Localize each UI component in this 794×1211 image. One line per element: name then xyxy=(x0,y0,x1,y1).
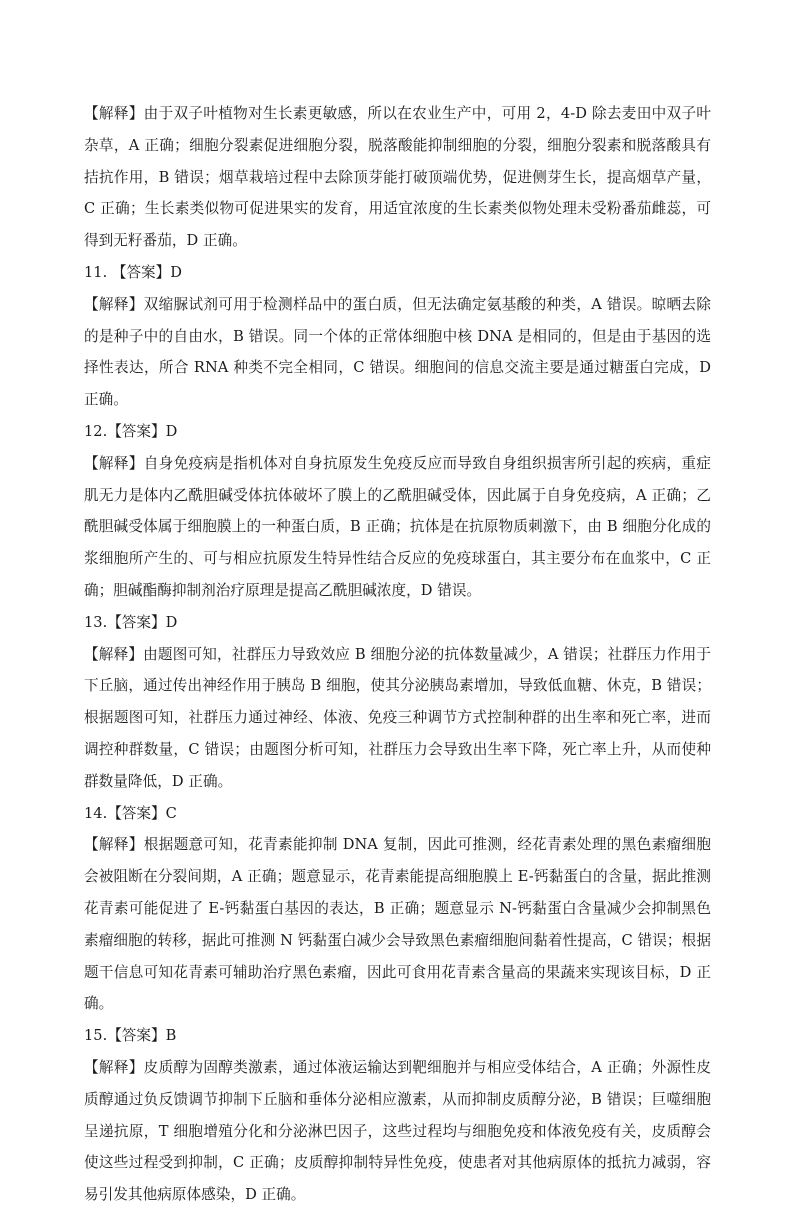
answer-line: 12.【答案】D xyxy=(84,422,178,440)
explanation-block-12 xyxy=(84,416,711,607)
answer-line: 14.【答案】C xyxy=(84,804,177,822)
answer-line: 15.【答案】B xyxy=(84,1027,177,1045)
explanation-block-15 xyxy=(84,1020,711,1211)
explanation-block-11 xyxy=(84,257,711,416)
explanation-block-13 xyxy=(84,607,711,798)
explanation-text: 【解释】根据题意可知，花青素能抑制 DNA 复制，因此可推测，经花青素处理的黑色素瘤细胞会被阻断在分裂间期，A 正确；题意显示，花青素能提高细胞膜上 E-钙黏蛋白的含量，据此推测花青素可能促进了 E-钙黏蛋白基因的表达，B 正确；题意显示 N-钙黏蛋白含量减少会抑制黑色素瘤细胞的转移，据此可推测 N 钙黏蛋白减少会导致黑色素瘤细胞间黏着性提高，C 错误；根据题干信息可知花青素可辅助治疗黑色素瘤，因此可食用花青素含量高的果蔬来实现该目标，D 正确。 xyxy=(84,836,711,1013)
explanation-text: 【解释】皮质醇为固醇类激素，通过体液运输达到靶细胞并与相应受体结合，A 正确；外源性皮质醇通过负反馈调节抑制下丘脑和垂体分泌相应激素，从而抑制皮质醇分泌，B 错误；巨噬细胞呈递抗原，T 细胞增殖分化和分泌淋巴因子，这些过程均与细胞免疫和体液免疫有关，皮质醇会使这些过程受到抑制，C 正确；皮质醇抑制特异性免疫，使患者对其他病原体的抵抗力减弱，容易引发其他病原体感染，D 正确。 xyxy=(84,1058,711,1204)
explanation-block-10 xyxy=(84,98,711,257)
explanation-text: 【解释】由于双子叶植物对生长素更敏感，所以在农业生产中，可用 2，4-D 除去麦田中双子叶杂草，A 正确；细胞分裂素促进细胞分裂，脱落酸能抑制细胞的分裂，细胞分裂素和脱落酸具有拮抗作用，B 错误；烟草栽培过程中去除顶芽能打破顶端优势，促进侧芽生长，提高烟草产量，C 正确；生长素类似物可促进果实的发育，用适宜浓度的生长素类似物处理未受粉番茄雌蕊，可得到无籽番茄，D 正确。 xyxy=(84,105,711,250)
explanation-text: 【解释】由题图可知，社群压力导致效应 B 细胞分泌的抗体数量减少，A 错误；社群压力作用于下丘脑，通过传出神经作用于胰岛 B 细胞，使其分泌胰岛素增加，导致低血糖、休克，B 错误；根据题图可知，社群压力通过神经、体液、免疫三种调节方式控制种群的出生率和死亡率，进而调控种群数量，C 错误；由题图分析可知，社群压力会导致出生率下降，死亡率上升，从而使种群数量降低，D 正确。 xyxy=(84,645,711,790)
explanation-text: 【解释】自身免疫病是指机体对自身抗原发生免疫反应而导致自身组织损害所引起的疾病，重症肌无力是体内乙酰胆碱受体抗体破坏了膜上的乙酰胆碱受体，因此属于自身免疫病，A 正确；乙酰胆碱受体属于细胞膜上的一种蛋白质，B 正确；抗体是在抗原物质刺激下，由 B 细胞分化成的浆细胞所产生的、可与相应抗原发生特异性结合反应的免疫球蛋白，其主要分布在血浆中，C 正确；胆碱酯酶抑制剂治疗原理是提高乙酰胆碱浓度，D 错误。 xyxy=(84,454,711,599)
explanation-block-14 xyxy=(84,798,711,1021)
explanation-text: 【解释】双缩脲试剂可用于检测样品中的蛋白质，但无法确定氨基酸的种类，A 错误。晾晒去除的是种子中的自由水，B 错误。同一个体的正常体细胞中核 DNA 是相同的，但是由于基因的选择性表达，所合 RNA 种类不完全相同，C 错误。细胞间的信息交流主要是通过糖蛋白完成，D 正确。 xyxy=(84,295,711,409)
answer-line: 11. 【答案】D xyxy=(84,263,182,281)
answer-line: 13.【答案】D xyxy=(84,613,178,631)
